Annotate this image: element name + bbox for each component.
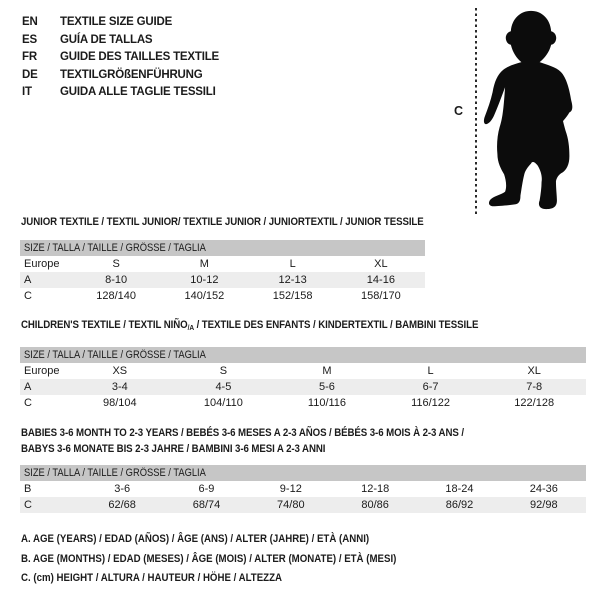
row-label: Europe: [24, 258, 60, 270]
cell: 62/68: [80, 497, 164, 513]
legend-note-a: A. AGE (YEARS) / EDAD (AÑOS) / ÂGE (ANS) / ALTER (JAHRE) / ETÀ (ANNI): [21, 533, 370, 545]
cell: 9-12: [279, 483, 302, 495]
height-measure-dotted-line: [475, 8, 477, 214]
cell: 6-7: [379, 379, 483, 395]
cell: 152/158: [272, 290, 313, 302]
babies-size-table: [20, 465, 586, 513]
cell: XL: [374, 258, 388, 270]
cell: 98/104: [102, 397, 137, 409]
height-measure-label: C: [454, 104, 464, 118]
language-row: [22, 67, 219, 85]
cell: 86/92: [417, 497, 501, 513]
junior-table-title: JUNIOR TEXTILE / TEXTIL JUNIOR/ TEXTILE JUNIOR / JUNIORTEXTIL / JUNIOR TESSILE: [21, 216, 424, 228]
cell: 116/122: [411, 397, 451, 409]
cell: 122/128: [514, 397, 555, 409]
row-label: C: [24, 397, 32, 409]
table-row: [20, 497, 586, 513]
cell: 158/170: [360, 290, 401, 302]
cell: 128/140: [96, 290, 136, 302]
language-title: TEXTILGRÖßENFÜHRUNG: [60, 68, 203, 81]
cell: 12-18: [361, 483, 390, 495]
language-title: TEXTILE SIZE GUIDE: [60, 16, 173, 28]
legend-note-c: C. (cm) HEIGHT / ALTURA / HAUTEUR / HÖHE / ALTEZZA: [21, 572, 283, 584]
row-label: A: [20, 272, 72, 288]
table-row: [20, 481, 586, 497]
language-title: GUÍA DE TALLAS: [60, 33, 153, 46]
babies-title-line2: BABYS 3-6 MONATE BIS 2-3 JAHRE / BAMBINI 3-6 MESI A 2-3 ANNI: [21, 443, 326, 455]
table-row: [20, 256, 425, 272]
cell: L: [289, 258, 296, 270]
cell: 92/98: [502, 497, 586, 513]
children-size-table: [20, 347, 586, 411]
babies-table-title: [21, 425, 464, 457]
table-header-text: SIZE / TALLA / TAILLE / GRÖSSE / TAGLIA: [24, 242, 206, 254]
baby-silhouette: [483, 8, 579, 213]
language-row: [22, 49, 219, 67]
table-row: [20, 379, 586, 395]
children-title-post: / TEXTILE DES ENFANTS / KINDERTEXTIL / BAMBINI TESSILE: [194, 319, 479, 331]
table-header-text: SIZE / TALLA / TAILLE / GRÖSSE / TAGLIA: [24, 467, 206, 479]
cell: 7-8: [482, 379, 586, 395]
language-list: [22, 14, 219, 102]
children-title-subscript: /A: [187, 323, 195, 332]
cell: 8-10: [72, 272, 160, 288]
row-label: Europe: [24, 365, 60, 377]
table-row: [20, 363, 586, 379]
cell: M: [322, 365, 332, 377]
cell: L: [427, 365, 434, 377]
table-header-bar: [20, 347, 586, 363]
table-row: [20, 288, 425, 304]
cell: 10-12: [160, 272, 248, 288]
cell: 104/110: [203, 397, 243, 409]
junior-size-table: [20, 240, 425, 304]
language-code: DE: [22, 68, 38, 81]
cell: 12-13: [249, 272, 337, 288]
language-title: GUIDE DES TAILLES TEXTILE: [60, 51, 219, 63]
table-row: [20, 272, 425, 288]
cell: 68/74: [164, 497, 248, 513]
table-header-bar: [20, 465, 586, 481]
cell: 140/152: [184, 290, 225, 302]
table-header-text: SIZE / TALLA / TAILLE / GRÖSSE / TAGLIA: [24, 349, 206, 361]
language-code: ES: [22, 33, 37, 46]
language-title: GUIDA ALLE TAGLIE TESSILI: [60, 86, 216, 98]
language-code: FR: [22, 51, 37, 63]
cell: 18-24: [445, 483, 474, 495]
cell: M: [199, 258, 209, 270]
language-code: IT: [22, 86, 32, 98]
language-row: [22, 84, 219, 102]
babies-title-line1: BABIES 3-6 MONTH TO 2-3 YEARS / BEBÉS 3-6 MESES A 2-3 AÑOS / BÉBÉS 3-6 MOIS À 2-3 ANS /: [21, 427, 464, 439]
table-header-bar: [20, 240, 425, 256]
cell: 3-6: [114, 483, 131, 495]
row-label: B: [24, 483, 32, 495]
cell: 14-16: [337, 272, 425, 288]
language-row: [22, 32, 219, 50]
language-code: EN: [22, 16, 38, 28]
legend-notes: [21, 530, 448, 589]
cell: S: [112, 258, 120, 270]
children-table-title: [21, 317, 478, 336]
cell: XL: [527, 365, 541, 377]
legend-note-b: B. AGE (MONTHS) / EDAD (MESES) / ÂGE (MOIS) / ALTER (MONATE) / ETÀ (MESI): [21, 552, 397, 565]
children-title-pre: CHILDREN'S TEXTILE / TEXTIL NIÑO: [21, 319, 188, 331]
cell: 6-9: [198, 483, 215, 495]
row-label: A: [20, 379, 68, 395]
cell: 3-4: [68, 379, 172, 395]
cell: 74/80: [249, 497, 333, 513]
language-row: [22, 14, 219, 32]
table-row: [20, 395, 586, 411]
cell: 80/86: [333, 497, 417, 513]
cell: 4-5: [172, 379, 276, 395]
cell: 24-36: [529, 483, 558, 495]
cell: 110/116: [307, 397, 347, 409]
row-label: C: [24, 290, 32, 302]
cell: S: [219, 365, 228, 377]
row-label: C: [20, 497, 80, 513]
cell: XS: [112, 365, 128, 377]
cell: 5-6: [275, 379, 379, 395]
